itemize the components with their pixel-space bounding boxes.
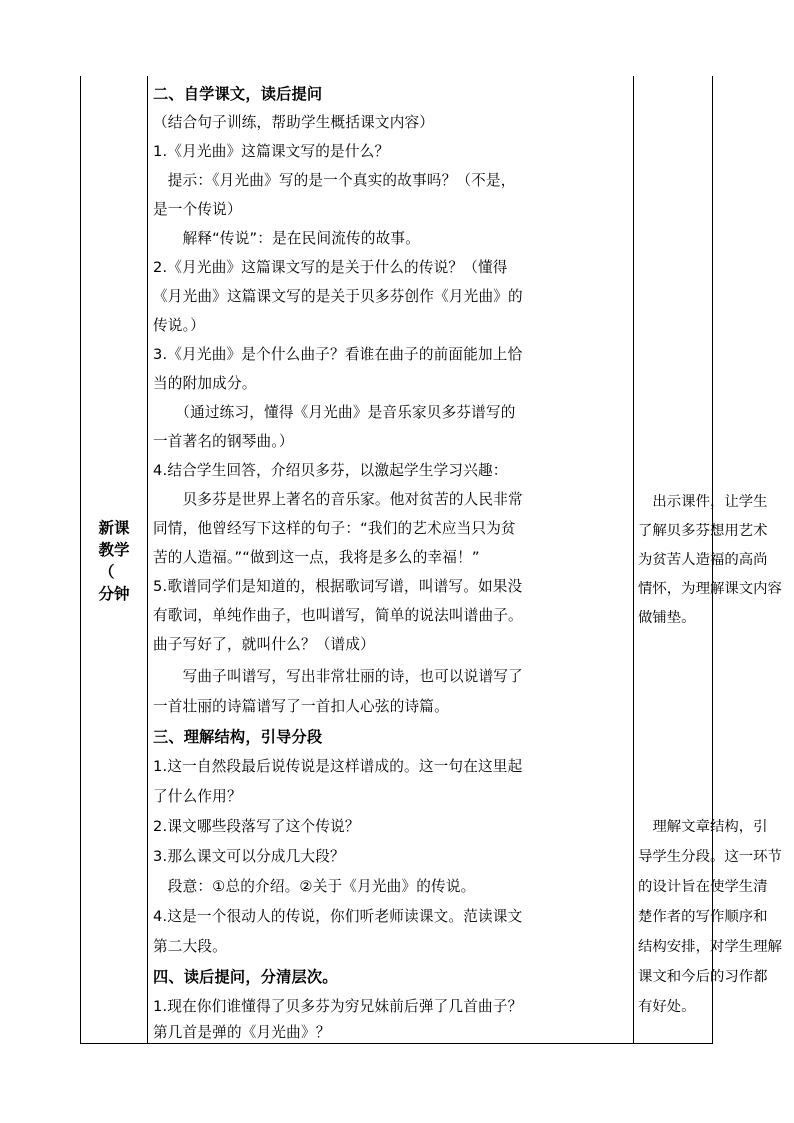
section-heading: 二、自学课文，读后提问 (153, 85, 323, 103)
note-line: 课文和今后的习作都 (638, 969, 768, 985)
category-column (81, 76, 147, 1043)
content-line: 一首著名的钢琴曲。） (153, 433, 294, 450)
note-line: 做铺垫。 (638, 610, 696, 626)
content-line: 苦的人造福。”“做到这一点，我将是多么的幸福！” (153, 549, 480, 566)
content-line: 解释“传说”：是在民间流传的故事。 (153, 230, 421, 247)
note-line: 出示课件，让学生 (638, 494, 768, 510)
content-line: （通过练习，懂得《月光曲》是音乐家贝多芬谱写的 (153, 404, 516, 421)
notes-column (634, 76, 782, 1043)
note-line: 有好处。 (638, 999, 696, 1015)
note-line: 导学生分段。这一环节 (638, 849, 782, 865)
note-line: 的设计旨在使学生清 (638, 879, 768, 895)
content-line: 4.结合学生回答，介绍贝多芬，以激起学生学习兴趣： (153, 462, 508, 479)
content-line: 了什么作用？ (153, 788, 242, 805)
note-line: 了解贝多芬想用艺术 (638, 523, 768, 539)
note-line: 理解文章结构，引 (638, 819, 768, 835)
content-line: （结合句子训练，帮助学生概括课文内容） (153, 114, 435, 131)
category-line: 新课 (98, 519, 130, 537)
section-heading: 三、理解结构，引导分段 (153, 728, 323, 746)
category-label (81, 517, 147, 605)
content-line: 一首壮丽的诗篇谱写了一首扣人心弦的诗篇。 (153, 698, 449, 715)
content-line: 1.这一自然段最后说传说是这样谱成的。这一句在这里起 (153, 758, 523, 775)
content-line: 是一个传说） (153, 201, 242, 218)
content-line: 第二大段。 (153, 938, 227, 955)
content-line: 3.那么课文可以分成几大段？ (153, 848, 345, 865)
content-line: 同情，他曾经写下这样的句子：“我们的艺术应当只为贫 (153, 520, 516, 537)
content-line: 传说。） (153, 317, 205, 334)
content-line: 段意：①总的介绍。②关于《月光曲》的传说。 (153, 878, 476, 895)
content-line: 第几首是弹的《月光曲》？ (153, 1024, 331, 1041)
content-line: 提示：《月光曲》写的是一个真实的故事吗？（不是， (153, 172, 516, 189)
content-line: 4.这是一个很动人的传说，你们听老师读课文。范读课文 (153, 908, 523, 925)
note-line: 楚作者的写作顺序和 (638, 909, 768, 925)
lesson-plan-table (80, 76, 782, 1044)
content-line: 有歌词，单纯作曲子，也叫谱写，简单的说法叫谱曲子。 (153, 607, 523, 624)
category-line: 教学 (98, 541, 130, 559)
content-column (148, 76, 633, 1043)
content-line: 2.课文哪些段落写了这个传说？ (153, 818, 360, 835)
content-line: 1.现在你们谁懂得了贝多芬为穷兄妹前后弹了几首曲子？ (153, 998, 523, 1015)
content-line: 贝多芬是世界上著名的音乐家。他对贫苦的人民非常 (153, 491, 523, 508)
content-line: 2.《月光曲》这篇课文写的是关于什么的传说？（懂得 (153, 259, 508, 276)
content-line: 写曲子叫谱写，写出非常壮丽的诗，也可以说谱写了 (153, 668, 523, 685)
category-line: 分钟 (98, 585, 130, 603)
content-line: 当的附加成分。 (153, 375, 257, 392)
content-line: 5.歌谱同学们是知道的，根据歌词写谱，叫谱写。如果没 (153, 578, 523, 595)
content-line: 曲子写好了，就叫什么？（谱成） (153, 636, 375, 653)
category-line: （ (99, 563, 115, 581)
note-line: 为贫苦人造福的高尚 (638, 552, 768, 568)
content-line: 1.《月光曲》这篇课文写的是什么？ (153, 143, 390, 160)
content-line: 3.《月光曲》是个什么曲子？看谁在曲子的前面能加上恰 (153, 346, 523, 363)
note-line: 结构安排，对学生理解 (638, 939, 782, 955)
content-line: 《月光曲》这篇课文写的是关于贝多芬创作《月光曲》的 (153, 288, 523, 305)
section-heading: 四、读后提问，分清层次。 (153, 968, 338, 986)
note-line: 情怀，为理解课文内容 (638, 581, 782, 597)
